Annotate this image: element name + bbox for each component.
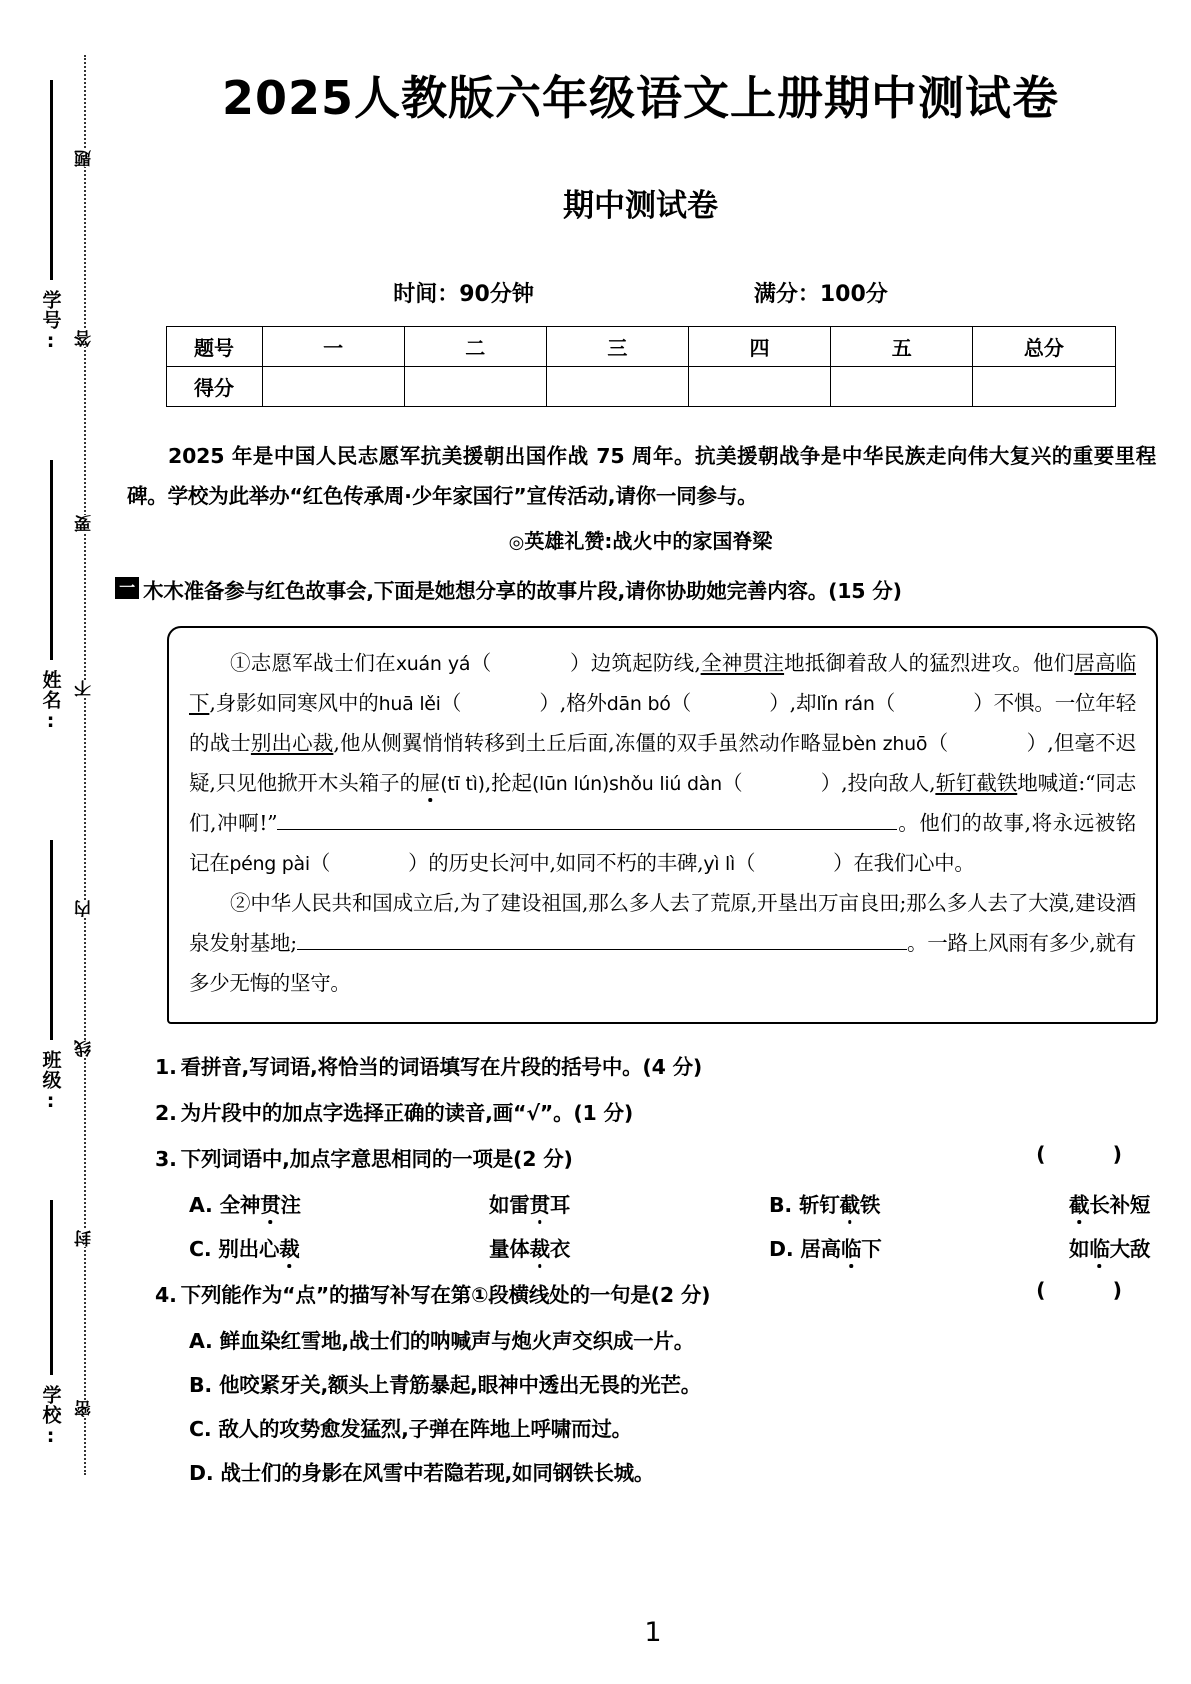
question-number: 3. xyxy=(155,1146,177,1171)
time-limit-label: 时间：90分钟 xyxy=(393,282,534,307)
idiom-quanshenguanzhu: 全神贯注 xyxy=(700,650,785,675)
cell-q4: 四 xyxy=(688,327,830,367)
score-cell-total[interactable] xyxy=(973,367,1115,407)
dotted-char-lin: 临 xyxy=(1089,1236,1110,1261)
option-b[interactable] xyxy=(189,1368,1158,1398)
seal-char: 题 xyxy=(72,150,98,167)
option-text: 战士们的身影在风雪中若隐若现,如同钢铁长城。 xyxy=(220,1460,655,1485)
option-a-pair xyxy=(489,1188,769,1218)
seal-label-text: 学号: xyxy=(39,290,62,353)
passage-seg: ,格外 xyxy=(559,690,607,715)
circle-mark-icon: ◎ xyxy=(508,531,525,553)
option-text: 他咬紧牙关,额头上青筋暴起,眼神中透出无畏的光芒。 xyxy=(218,1372,702,1397)
page-title: 2025人教版六年级语文上册期中测试卷 xyxy=(221,71,1060,125)
option-d-pair xyxy=(1069,1232,1158,1262)
seal-char: 不 xyxy=(72,680,98,697)
option-label: A. xyxy=(189,1192,213,1217)
passage-seg: ,身影如同寒风中的 xyxy=(209,690,379,715)
cell-q3: 三 xyxy=(546,327,688,367)
row-header-score: 得分 xyxy=(166,367,262,407)
option-c[interactable] xyxy=(189,1412,1158,1442)
answer-fill-line[interactable] xyxy=(297,949,757,950)
score-cell-q1[interactable] xyxy=(262,367,404,407)
section-title-text: 木木准备参与红色故事会,下面是她想分享的故事片段,请你协助她完善内容。(15 分) xyxy=(143,578,902,603)
passage-box xyxy=(167,626,1158,1024)
seal-label-group-banji xyxy=(30,840,72,1113)
pronunciation-choice-lun[interactable]: (lūn lún) xyxy=(531,772,610,795)
dotted-char-guan: 贯 xyxy=(529,1192,550,1217)
question-number: 4. xyxy=(155,1282,177,1307)
theme-text: 英雄礼赞:战火中的家国脊梁 xyxy=(524,528,773,553)
seal-char: 线 xyxy=(72,1040,98,1057)
seal-label-text: 姓名: xyxy=(39,670,62,733)
option-a[interactable] xyxy=(189,1188,489,1218)
passage-paragraph-1: ①志愿军战士们在xuán yá（ ）边筑起防线,全神贯注地抵御着敌人的猛烈进攻。他们居高临下,身影如同寒风中的huā lěi（ ）,格外dān bó（ ）,却lǐn rán（ ）不惧。一位年轻的战士别出心裁,他从侧翼悄悄转移到土丘后面,冻僵的双手虽然动作略显bèn zhuō（ ）,但毫不迟疑,只见他掀开木头箱子的屉(tī tì),抡起(lūn lún)shǒu liú dàn（ ）,投向敌人,斩钉截铁地喊道:“同志们,冲啊!” 。他们的故事,将永远被铭记在péng pài（ ）的历史长河中,如同不朽的丰碑,yì lì（ ）在我们心中。 xyxy=(189,650,1137,875)
pronunciation-choice-ti[interactable]: (tī tì) xyxy=(440,772,485,795)
seal-label-text: 班级: xyxy=(39,1050,62,1113)
seal-margin xyxy=(0,0,115,1684)
option-label: C. xyxy=(189,1416,212,1441)
pinyin-danbo: dān bó xyxy=(606,692,671,715)
page-number: 1 xyxy=(644,1617,662,1648)
passage-paragraph-2 xyxy=(189,884,1136,1004)
seal-char: 内 xyxy=(72,900,98,917)
question-text: 下列词语中,加点字意思相同的一项是(2 分) xyxy=(180,1146,573,1171)
table-row xyxy=(166,367,1115,407)
option-label: D. xyxy=(769,1236,794,1261)
intro-paragraph: 2025 年是中国人民志愿军抗美援朝出国作战 75 周年。抗美援朝战争是中华民族走向伟大复兴的重要里程碑。学校为此举办“红色传承周·少年家国行”宣传活动,请你一同参与。 xyxy=(127,444,1156,508)
option-label: C. xyxy=(189,1236,212,1261)
passage-seg: 他们的故事,将永远被铭记在 xyxy=(189,810,1137,875)
passage-seg: 边筑起防线, xyxy=(590,650,701,675)
dotted-char-jie: 截 xyxy=(839,1192,860,1217)
question-3 xyxy=(155,1142,1158,1172)
seal-char: 封 xyxy=(72,1230,98,1247)
question-number: 2. xyxy=(155,1100,177,1125)
cell-total: 总分 xyxy=(973,327,1115,367)
dotted-char-ti: 屉 xyxy=(419,770,441,795)
pinyin-yili: yì lì xyxy=(703,852,735,875)
write-line xyxy=(50,80,53,280)
write-line xyxy=(50,460,53,660)
question-text: 下列能作为“点”的描写补写在第①段横线处的一句是(2 分) xyxy=(180,1282,711,1307)
idiom-jugaolinxia: 居高临下 xyxy=(189,650,1136,715)
paragraph-marker: ② xyxy=(230,890,251,915)
passage-seg: 志愿军战士们在 xyxy=(250,650,396,675)
passage-seg: 地喊道:“同志们,冲啊!” xyxy=(189,770,1137,835)
row-header-question-number: 题号 xyxy=(166,327,262,367)
passage-seg: 不惧。一位年轻的战士 xyxy=(189,690,1136,755)
passage-seg: ,却 xyxy=(789,690,817,715)
paragraph-marker: ① xyxy=(230,650,251,675)
pinyin-xuanya: xuán yá xyxy=(395,652,471,675)
option-a[interactable] xyxy=(189,1324,1158,1354)
option-word: 别出心裁 xyxy=(218,1236,300,1261)
theme-heading xyxy=(115,525,1166,554)
dotted-char-jie: 截 xyxy=(1069,1192,1090,1217)
option-c-pair xyxy=(489,1232,769,1262)
page-subtitle: 期中测试卷 xyxy=(563,188,718,224)
dotted-char-guan: 贯 xyxy=(260,1192,281,1217)
question-text: 看拼音,写词语,将恰当的词语填写在片段的括号中。(4 分) xyxy=(180,1054,703,1079)
seal-char: 要 xyxy=(72,515,98,532)
pinyin-linran: lǐn rán xyxy=(816,692,875,715)
idiom-biechuxincai: 别出心裁 xyxy=(250,730,334,755)
dotted-char-cai: 裁 xyxy=(279,1236,300,1261)
option-label: B. xyxy=(769,1192,793,1217)
seal-label-group-xuehao xyxy=(30,80,72,353)
passage-seg: ,他从侧翼悄悄转移到土丘后面,冻僵的双手虽然动作略显 xyxy=(333,730,842,755)
question-4-options xyxy=(189,1324,1158,1486)
cell-q1: 一 xyxy=(262,327,404,367)
question-1 xyxy=(155,1050,1158,1080)
option-d[interactable] xyxy=(769,1232,1069,1262)
option-word: 全神贯注 xyxy=(219,1192,301,1217)
question-3-options xyxy=(189,1188,1158,1262)
passage-seg: 的历史长河中,如同不朽的丰碑, xyxy=(428,850,704,875)
passage-seg: ,投向敌人, xyxy=(841,770,936,795)
answer-bracket[interactable]: ( ) xyxy=(1036,1141,1152,1166)
score-table xyxy=(166,326,1116,407)
seal-char: 答 xyxy=(72,330,98,347)
option-label: A. xyxy=(189,1328,213,1353)
question-4 xyxy=(155,1278,1158,1308)
pinyin-benzhuo: bèn zhuō xyxy=(841,732,928,755)
score-cell-q3[interactable] xyxy=(546,367,688,407)
dotted-char-cai: 裁 xyxy=(529,1236,550,1261)
passage-seg: 中华人民共和国成立后,为了建设祖国,那么多人去了荒原,开垦出万亩良田;那么多人去了大漠,建设酒泉发射基地; xyxy=(189,890,1136,955)
option-label: B. xyxy=(189,1372,213,1397)
passage-seg: 。 xyxy=(897,810,920,835)
option-word: 斩钉截铁 xyxy=(798,1192,881,1217)
seal-label-group-xuexiao xyxy=(30,1200,72,1448)
answer-bracket[interactable]: ( ) xyxy=(1036,1277,1152,1302)
option-label: D. xyxy=(189,1460,214,1485)
option-pair-word: 量体裁衣 xyxy=(489,1236,571,1261)
seal-label-text: 学校: xyxy=(39,1385,62,1448)
exam-meta xyxy=(115,277,1166,308)
pinyin-hualei: huā lěi xyxy=(378,692,441,715)
section-heading-one xyxy=(115,574,1166,604)
option-pair-word: 如雷贯耳 xyxy=(489,1192,571,1217)
passage-seg: 地抵御着敌人的猛烈进攻。他们 xyxy=(784,650,1075,675)
question-number: 1. xyxy=(155,1054,177,1079)
cell-q2: 二 xyxy=(404,327,546,367)
pinyin-shouliudan: shǒu liú dàn xyxy=(609,772,722,795)
seal-characters xyxy=(72,60,98,1470)
passage-seg: 。一路上风雨有多少,就有多少无悔的坚守。 xyxy=(189,930,1137,995)
full-score-label: 满分：100分 xyxy=(753,282,888,307)
pinyin-pengpai: péng pài xyxy=(229,852,310,875)
write-line xyxy=(50,840,53,1040)
section-number-badge: 一 xyxy=(115,577,139,599)
option-c[interactable] xyxy=(189,1232,489,1262)
idiom-zhandingjietie: 斩钉截铁 xyxy=(935,770,1018,795)
seal-label-group-xingming xyxy=(30,460,72,733)
option-b[interactable] xyxy=(769,1188,1069,1218)
dotted-char-lin: 临 xyxy=(840,1236,862,1261)
write-line xyxy=(50,1200,53,1375)
question-list xyxy=(155,1050,1158,1486)
option-text: 鲜血染红雪地,战士们的呐喊声与炮火声交织成一片。 xyxy=(219,1328,695,1353)
seal-label-column xyxy=(30,60,72,1460)
question-text: 为片段中的加点字选择正确的读音,画“√”。(1 分) xyxy=(180,1100,634,1125)
option-word: 居高临下 xyxy=(800,1236,882,1261)
option-b-pair xyxy=(1069,1188,1158,1218)
passage-seg: 在我们心中。 xyxy=(853,850,975,875)
score-cell-q4[interactable] xyxy=(688,367,830,407)
score-cell-q5[interactable] xyxy=(831,367,973,407)
question-2 xyxy=(155,1096,1158,1126)
option-d[interactable] xyxy=(189,1456,1158,1486)
option-pair-word: 如临大敌 xyxy=(1069,1236,1151,1261)
answer-fill-line[interactable] xyxy=(277,829,897,830)
option-text: 敌人的攻势愈发猛烈,子弹在阵地上呼啸而过。 xyxy=(218,1416,632,1441)
passage-seg: ,抡起 xyxy=(484,770,532,795)
seal-char: 密 xyxy=(72,1400,98,1417)
table-row xyxy=(166,327,1115,367)
score-cell-q2[interactable] xyxy=(404,367,546,407)
answer-fill-line[interactable] xyxy=(757,949,907,950)
cell-q5: 五 xyxy=(831,327,973,367)
exam-page xyxy=(115,0,1191,1684)
passage-seg: ,但毫不迟疑,只见他掀开木头箱子的 xyxy=(189,730,1136,795)
option-pair-word: 截长补短 xyxy=(1069,1192,1151,1217)
